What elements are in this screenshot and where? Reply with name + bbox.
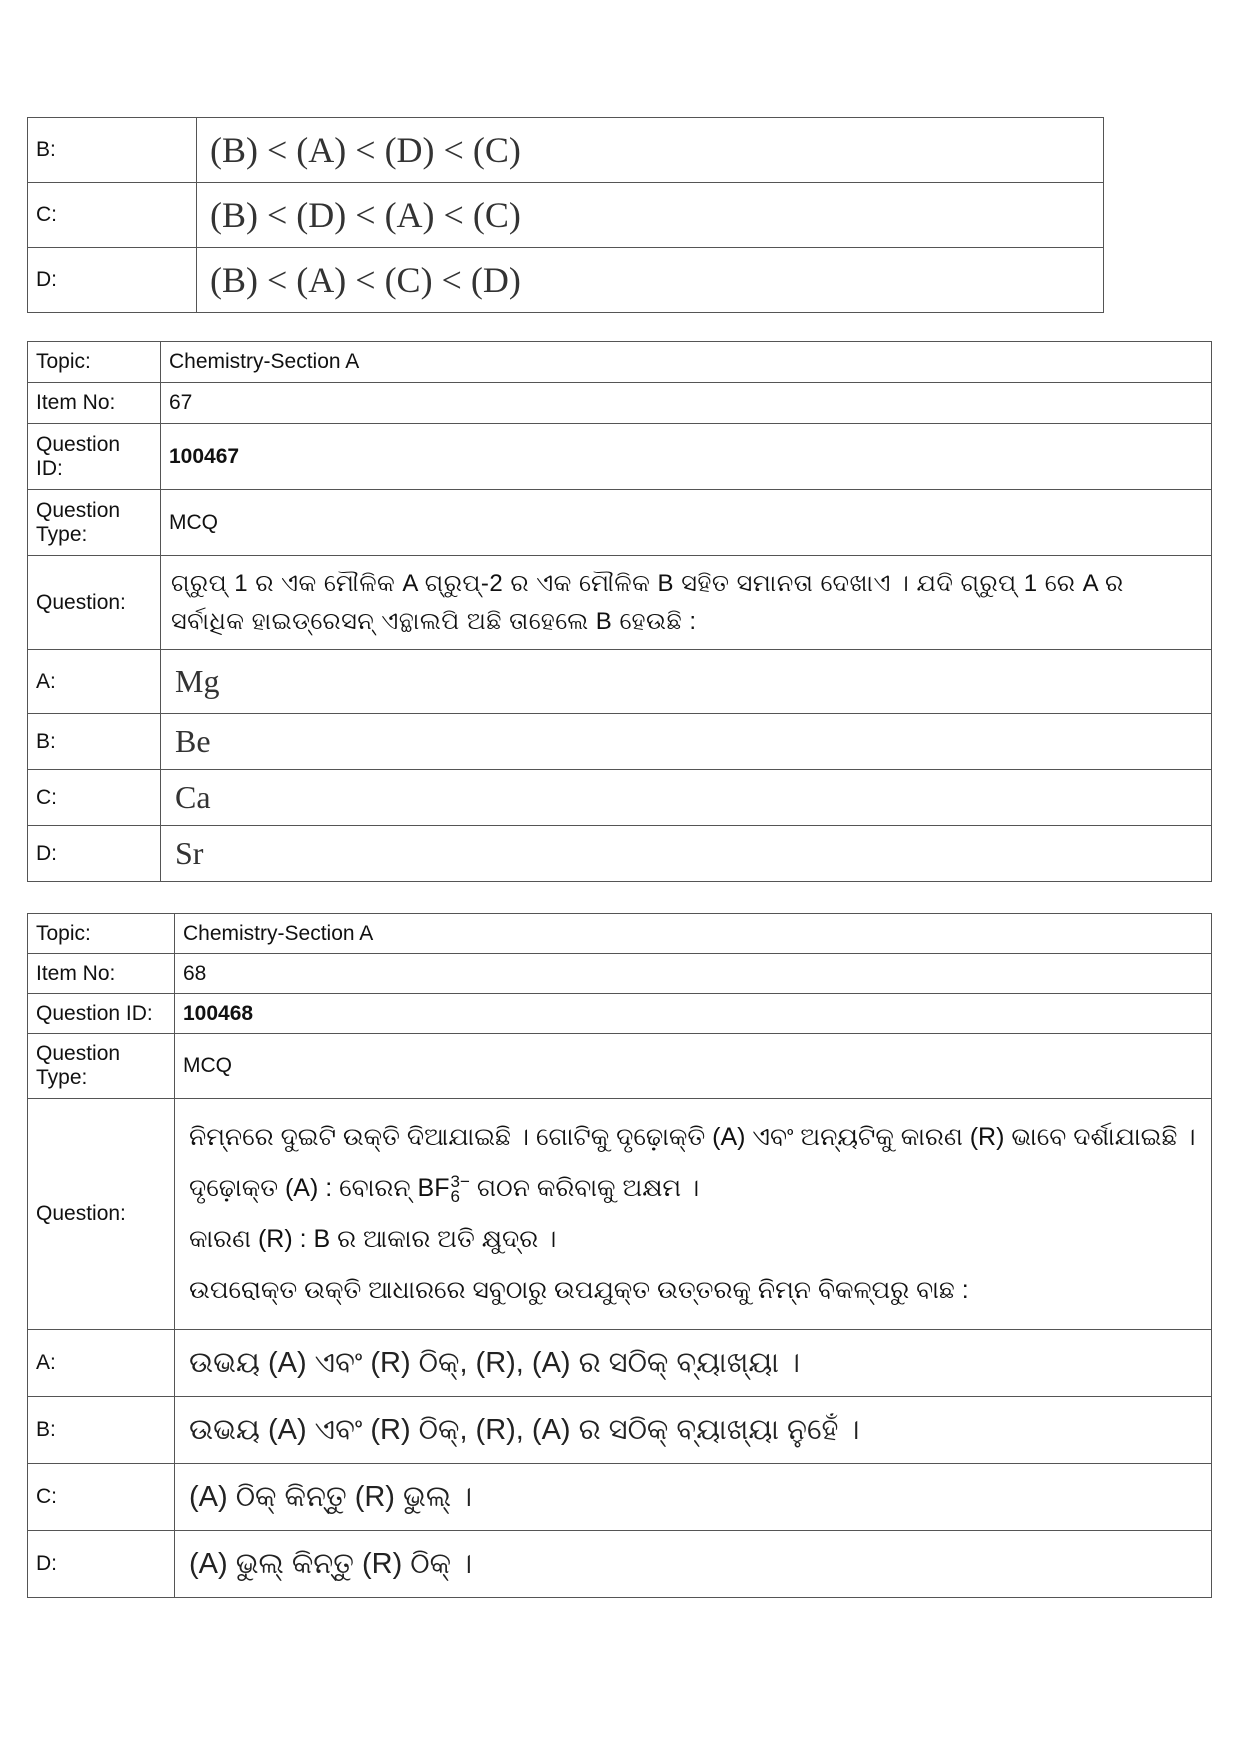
- option-row: [28, 826, 1212, 882]
- option-row: [28, 770, 1212, 826]
- item-no-value: 67: [161, 383, 1212, 424]
- previous-question-options-table: [27, 117, 1104, 313]
- item-no-row: [28, 954, 1212, 994]
- question-label: Question:: [28, 556, 161, 650]
- option-label: C:: [28, 183, 197, 248]
- question-68-table: [27, 913, 1212, 1598]
- item-no-label: Item No:: [28, 383, 161, 424]
- topic-label: Topic:: [28, 914, 175, 954]
- option-label: D:: [28, 248, 197, 313]
- question-id-value: 100468: [175, 994, 1212, 1034]
- topic-value: Chemistry-Section A: [175, 914, 1212, 954]
- question-id-row: [28, 424, 1212, 490]
- option-value: (B) < (D) < (A) < (C): [197, 183, 1104, 248]
- question-id-label: Question ID:: [28, 994, 175, 1034]
- option-row: [28, 1531, 1212, 1598]
- count-subscript: 6: [450, 1187, 460, 1207]
- question-text: ଗ୍ରୁପ୍ 1 ର ଏକ ମୌଳିକ A ଗ୍ରୁପ୍-2 ର ଏକ ମୌଳିକ B ସହିତ ସମାନତା ଦେଖାଏ । ଯଦି ଗ୍ରୁପ୍ 1 ରେ A ର ସର୍ବାଧିକ ହାଇଡ୍ରେସନ୍ ଏନ୍ଥାଲପି ଅଛି ତାହେଲେ B ହେଉଛି :: [161, 556, 1212, 650]
- option-label: D:: [28, 1531, 175, 1598]
- question-body: [175, 1099, 1212, 1330]
- option-label: A:: [28, 650, 161, 714]
- option-row: [28, 183, 1104, 248]
- question-label: Question:: [28, 1099, 175, 1330]
- option-row: [28, 1397, 1212, 1464]
- question-type-label: Question Type:: [28, 1034, 175, 1099]
- option-value: Sr: [161, 826, 1212, 882]
- option-label: B:: [28, 118, 197, 183]
- option-label: C:: [28, 1464, 175, 1531]
- question-id-label: Question ID:: [28, 424, 161, 490]
- question-type-value: MCQ: [175, 1034, 1212, 1099]
- question-line-4: ଉପରୋକ୍ତ ଉକ୍ତି ଆଧାରରେ ସବୁଠାରୁ ଉପଯୁକ୍ତ ଉତ୍ତରକୁ ନିମ୍ନ ବିକଳ୍ପରୁ ବାଛ :: [189, 1276, 969, 1304]
- question-line-1: ନିମ୍ନରେ ଦୁଇଟି ଉକ୍ତି ଦିଆଯାଇଛି । ଗୋଟିକୁ ଦୃଢ଼ୋକ୍ତି (A) ଏବଂ ଅନ୍ୟଟିକୁ କାରଣ (R) ଭାବେ ଦର୍ଶାଯାଇଛି ।: [189, 1123, 1196, 1151]
- question-67-table: [27, 341, 1212, 882]
- question-line-2: [189, 1163, 1197, 1214]
- option-value: ଉଭୟ (A) ଏବଂ (R) ଠିକ୍, (R), (A) ର ସଠିକ୍ ବ୍ୟାଖ୍ୟା ନୁହେଁ ।: [175, 1397, 1212, 1464]
- option-row: [28, 1330, 1212, 1397]
- option-label: A:: [28, 1330, 175, 1397]
- option-value: (B) < (A) < (D) < (C): [197, 118, 1104, 183]
- topic-label: Topic:: [28, 342, 161, 383]
- option-value: Be: [161, 714, 1212, 770]
- option-row: [28, 714, 1212, 770]
- question-line-3: କାରଣ (R) : B ର ଆକାର ଅତି କ୍ଷୁଦ୍ର ।: [189, 1225, 557, 1253]
- question-row: [28, 556, 1212, 650]
- question-type-row: [28, 1034, 1212, 1099]
- question-type-value: MCQ: [161, 490, 1212, 556]
- option-row: [28, 1464, 1212, 1531]
- charge-stack: [450, 1172, 470, 1207]
- option-row: [28, 650, 1212, 714]
- topic-row: [28, 914, 1212, 954]
- item-no-value: 68: [175, 954, 1212, 994]
- topic-row: [28, 342, 1212, 383]
- question-type-label: Question Type:: [28, 490, 161, 556]
- option-value: (B) < (A) < (C) < (D): [197, 248, 1104, 313]
- option-label: D:: [28, 826, 161, 882]
- question-row: [28, 1099, 1212, 1330]
- option-label: B:: [28, 1397, 175, 1464]
- option-label: B:: [28, 714, 161, 770]
- option-value: Ca: [161, 770, 1212, 826]
- topic-value: Chemistry-Section A: [161, 342, 1212, 383]
- option-value: Mg: [161, 650, 1212, 714]
- option-row: [28, 118, 1104, 183]
- option-value: (A) ଠିକ୍ କିନ୍ତୁ (R) ଭୁଲ୍ ।: [175, 1464, 1212, 1531]
- option-label: C:: [28, 770, 161, 826]
- option-value: (A) ଭୁଲ୍ କିନ୍ତୁ (R) ଠିକ୍ ।: [175, 1531, 1212, 1598]
- question-id-row: [28, 994, 1212, 1034]
- assertion-suffix: ଗଠନ କରିବାକୁ ଅକ୍ଷମ ।: [469, 1174, 700, 1202]
- question-type-row: [28, 490, 1212, 556]
- item-no-row: [28, 383, 1212, 424]
- assertion-prefix: ଦୃଢ଼ୋକ୍ତ (A) : ବୋରନ୍ BF: [189, 1174, 450, 1202]
- charge-superscript: 3−: [450, 1172, 470, 1192]
- question-id-value: 100467: [161, 424, 1212, 490]
- option-value: ଉଭୟ (A) ଏବଂ (R) ଠିକ୍, (R), (A) ର ସଠିକ୍ ବ୍ୟାଖ୍ୟା ।: [175, 1330, 1212, 1397]
- item-no-label: Item No:: [28, 954, 175, 994]
- option-row: [28, 248, 1104, 313]
